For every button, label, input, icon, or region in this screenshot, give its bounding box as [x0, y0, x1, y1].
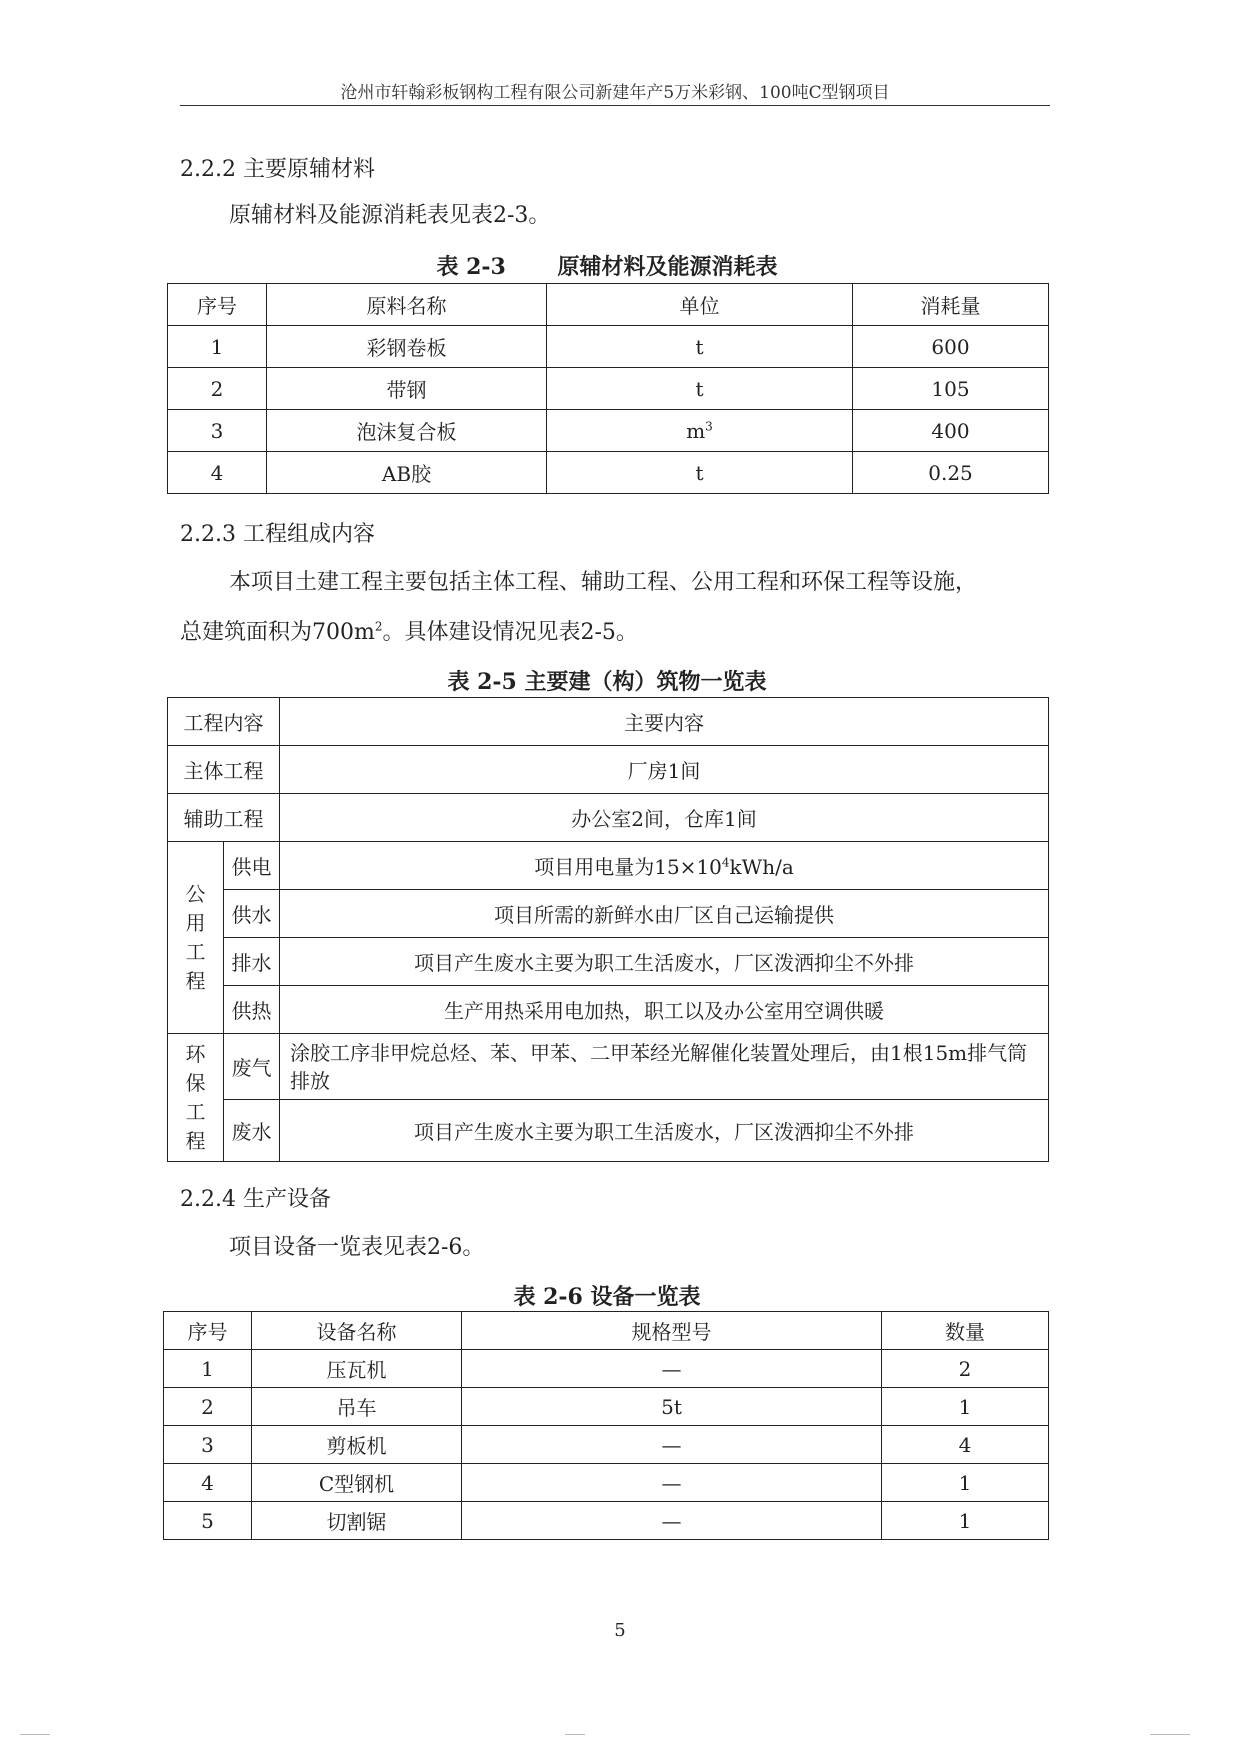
cell-no: 5: [164, 1502, 252, 1540]
header-cell-amount: 消耗量: [853, 284, 1049, 326]
header-rule: [180, 105, 1050, 106]
table-2-3-caption-title: 原辅材料及能源消耗表: [557, 254, 778, 280]
cell-amount: 0.25: [853, 452, 1049, 494]
table-row: [168, 368, 1049, 410]
vertical-char: 保: [185, 1070, 206, 1095]
header-cell-name: 设备名称: [252, 1312, 462, 1350]
cell-label-env: [168, 1034, 224, 1162]
area-superscript: 2: [374, 619, 383, 634]
vertical-char: 环: [185, 1041, 206, 1066]
header-cell-name: 原料名称: [267, 284, 547, 326]
table-header-row: [168, 284, 1049, 326]
section-intro-2-2-2: 原辅材料及能源消耗表见表2-3。: [229, 203, 551, 228]
cell-content-power: [280, 842, 1049, 890]
unit-text: t: [695, 334, 704, 359]
cell-content-water: 项目所需的新鲜水由厂区自己运输提供: [280, 890, 1049, 938]
cell-qty: 2: [882, 1350, 1049, 1388]
table-header-row: [168, 698, 1049, 746]
cell-no: 4: [164, 1464, 252, 1502]
cell-qty: 1: [882, 1464, 1049, 1502]
cell-content-heat: 生产用热采用电加热，职工以及办公室用空调供暖: [280, 986, 1049, 1034]
table-row: [168, 986, 1049, 1034]
table-row: [168, 842, 1049, 890]
table-row: [168, 326, 1049, 368]
cell-spec: —: [462, 1426, 882, 1464]
table-row: [168, 452, 1049, 494]
table-row: [168, 1100, 1049, 1162]
area-text: 总建筑面积为700m: [180, 620, 375, 645]
cell-label-water: 供水: [224, 890, 280, 938]
cell-content-aux: 办公室2间，仓库1间: [280, 794, 1049, 842]
table-row: [168, 1034, 1049, 1100]
cell-no: 4: [168, 452, 267, 494]
cell-no: 3: [168, 410, 267, 452]
unit-text: t: [695, 460, 704, 485]
header-cell-qty: 数量: [882, 1312, 1049, 1350]
cell-spec: 5t: [462, 1388, 882, 1426]
vertical-char: 程: [185, 968, 206, 993]
power-unit: kWh/a: [729, 855, 794, 879]
cell-name: 泡沫复合板: [267, 410, 547, 452]
table-row: [164, 1502, 1049, 1540]
cell-name: AB胶: [267, 452, 547, 494]
cell-unit: [547, 410, 853, 452]
vertical-char: 用: [185, 910, 206, 935]
cell-qty: 4: [882, 1426, 1049, 1464]
scan-artifact: [565, 1734, 585, 1735]
cell-content-drain: 项目产生废水主要为职工生活废水，厂区泼洒抑尘不外排: [280, 938, 1049, 986]
cell-name: 压瓦机: [252, 1350, 462, 1388]
table-row: [164, 1350, 1049, 1388]
table-2-3: [167, 283, 1049, 494]
section-intro-2-2-4: 项目设备一览表见表2-6。: [229, 1235, 485, 1260]
vertical-char: 工: [185, 1099, 206, 1124]
table-2-3-caption-number: 表 2-3: [436, 254, 506, 280]
table-header-row: [164, 1312, 1049, 1350]
cell-label-wastewater: 废水: [224, 1100, 280, 1162]
section-para-2-2-3-line2: [180, 615, 638, 646]
table-row: [164, 1426, 1049, 1464]
vertical-char: 工: [185, 939, 206, 964]
table-row: [164, 1464, 1049, 1502]
cell-content-wastewater: 项目产生废水主要为职工生活废水，厂区泼洒抑尘不外排: [280, 1100, 1049, 1162]
cell-name: C型钢机: [252, 1464, 462, 1502]
table-2-6: [163, 1311, 1049, 1540]
scan-artifact: [20, 1734, 50, 1735]
cell-spec: —: [462, 1350, 882, 1388]
cell-spec: —: [462, 1502, 882, 1540]
cell-no: 1: [168, 326, 267, 368]
cell-no: 3: [164, 1426, 252, 1464]
cell-content-main: 厂房1间: [280, 746, 1049, 794]
header-cell-no: 序号: [168, 284, 267, 326]
table-2-6-caption: 表 2-6 设备一览表: [513, 1284, 701, 1310]
cell-name: 剪板机: [252, 1426, 462, 1464]
cell-label-gas: 废气: [224, 1034, 280, 1100]
section-heading-2-2-3: 2.2.3 工程组成内容: [180, 522, 375, 547]
vertical-char: 公: [185, 881, 206, 906]
cell-no: 2: [168, 368, 267, 410]
cell-name: 带钢: [267, 368, 547, 410]
cell-label-heat: 供热: [224, 986, 280, 1034]
cell-label-drain: 排水: [224, 938, 280, 986]
table-row: [168, 938, 1049, 986]
cell-unit: [547, 368, 853, 410]
unit-superscript: 3: [705, 418, 713, 433]
area-text-tail: 。具体建设情况见表2-5。: [382, 620, 638, 645]
cell-unit: [547, 326, 853, 368]
cell-amount: 400: [853, 410, 1049, 452]
cell-name: 切割锯: [252, 1502, 462, 1540]
cell-unit: [547, 452, 853, 494]
page-header: 沧州市轩翰彩板钢构工程有限公司新建年产5万米彩钢、100吨C型钢项目: [340, 83, 890, 103]
cell-no: 2: [164, 1388, 252, 1426]
cell-content-gas: 涂胶工序非甲烷总烃、苯、甲苯、二甲苯经光解催化装置处理后，由1根15m排气筒排放: [280, 1034, 1049, 1100]
cell-amount: 105: [853, 368, 1049, 410]
page-number: 5: [614, 1620, 626, 1641]
header-cell-project: 工程内容: [168, 698, 280, 746]
cell-label-power: 供电: [224, 842, 280, 890]
table-row: [168, 794, 1049, 842]
table-2-5-caption: 表 2-5 主要建（构）筑物一览表: [447, 669, 767, 695]
table-2-5: [167, 697, 1049, 1162]
cell-qty: 1: [882, 1388, 1049, 1426]
cell-name: 彩钢卷板: [267, 326, 547, 368]
cell-spec: —: [462, 1464, 882, 1502]
section-heading-2-2-2: 2.2.2 主要原辅材料: [180, 157, 375, 182]
header-cell-unit: 单位: [547, 284, 853, 326]
cell-label-aux: 辅助工程: [168, 794, 280, 842]
cell-no: 1: [164, 1350, 252, 1388]
table-row: [168, 746, 1049, 794]
header-cell-no: 序号: [164, 1312, 252, 1350]
table-2-3-caption: [167, 250, 1047, 281]
unit-text: t: [695, 376, 704, 401]
vertical-char: 程: [185, 1128, 206, 1153]
unit-text: m: [686, 418, 706, 443]
cell-label-public: [168, 842, 224, 1034]
table-row: [168, 890, 1049, 938]
cell-name: 吊车: [252, 1388, 462, 1426]
table-row: [164, 1388, 1049, 1426]
cell-qty: 1: [882, 1502, 1049, 1540]
cell-amount: 600: [853, 326, 1049, 368]
scan-artifact: [1150, 1734, 1190, 1735]
cell-label-main: 主体工程: [168, 746, 280, 794]
power-superscript: 4: [721, 855, 730, 870]
header-cell-content: 主要内容: [280, 698, 1049, 746]
power-text: 项目用电量为15×10: [534, 855, 722, 879]
table-row: [168, 410, 1049, 452]
section-para-2-2-3-line1: 本项目土建工程主要包括主体工程、辅助工程、公用工程和环保工程等设施，: [229, 570, 978, 595]
section-heading-2-2-4: 2.2.4 生产设备: [180, 1187, 331, 1212]
header-cell-spec: 规格型号: [462, 1312, 882, 1350]
